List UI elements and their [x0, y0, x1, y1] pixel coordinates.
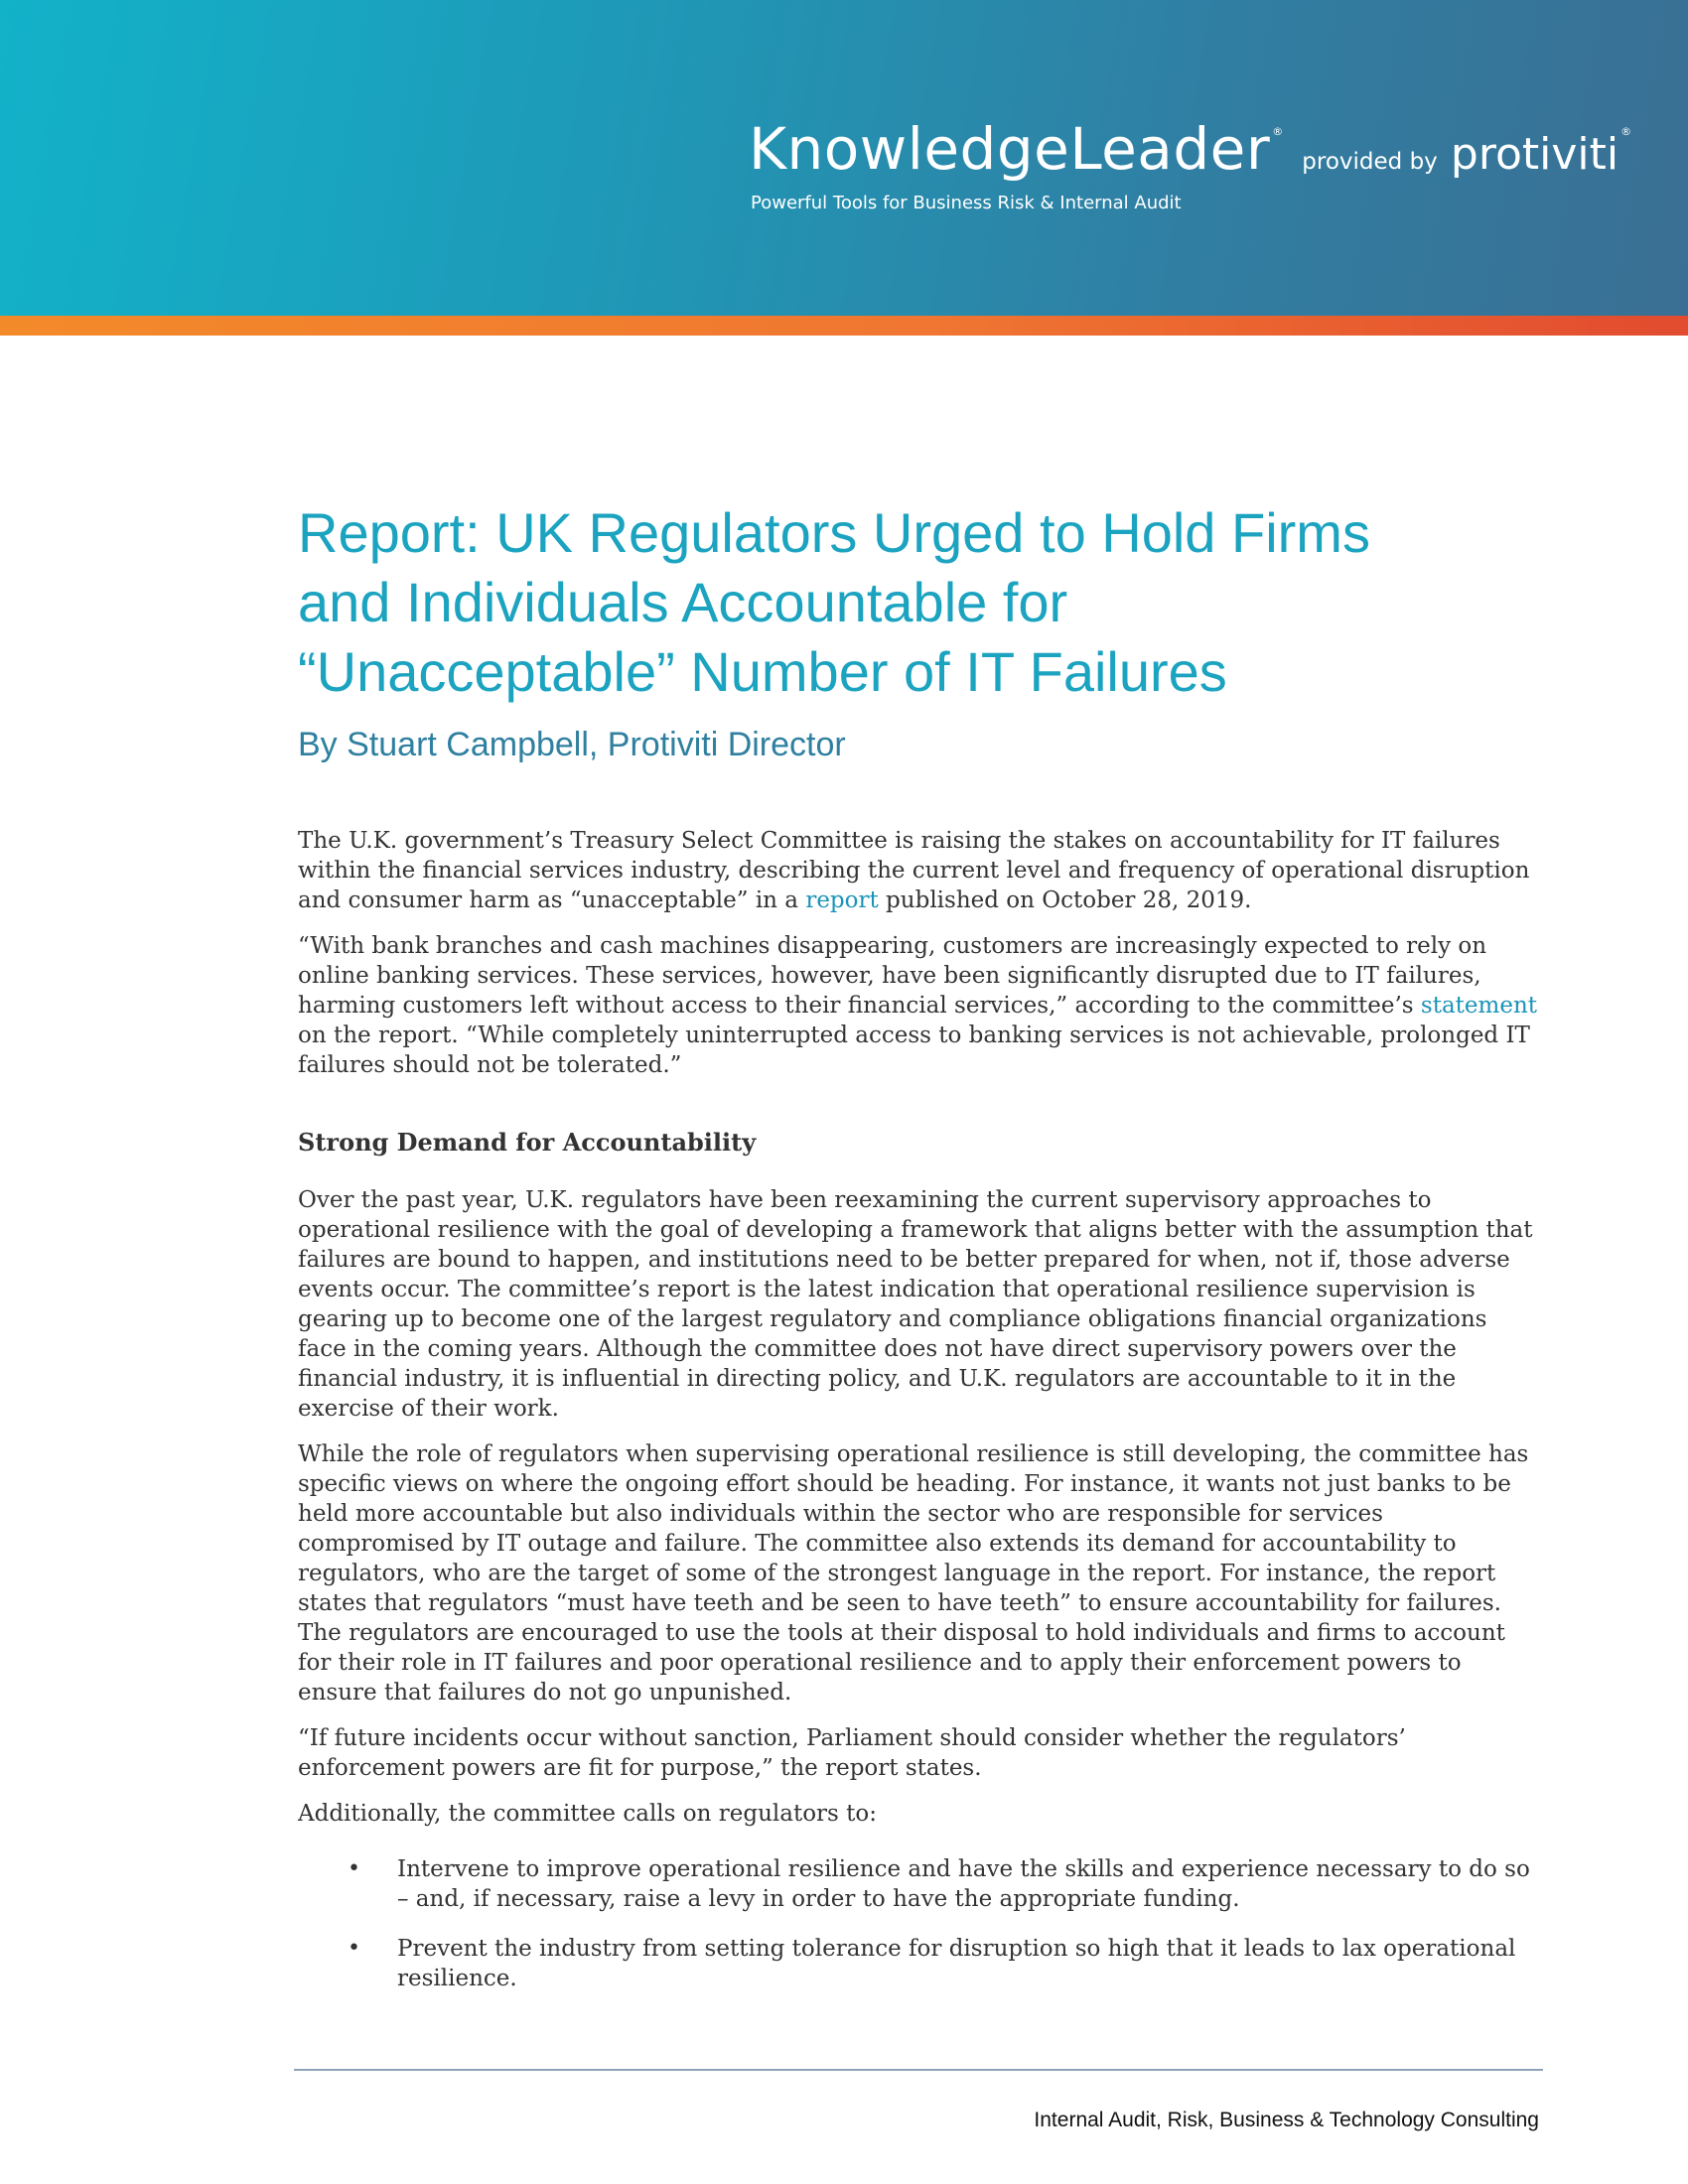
article-byline: By Stuart Campbell, Protiviti Director [298, 726, 846, 763]
article-title [298, 498, 1539, 707]
paragraph-text: published on October 28, 2019. [878, 887, 1252, 913]
company-logo-text: protiviti [1450, 129, 1619, 180]
paragraph-quote [298, 931, 1539, 1080]
regulator-calls-list [298, 1854, 1539, 1993]
brand-logo [749, 115, 1631, 183]
provided-by-label: provided by [1302, 149, 1438, 175]
list-item [298, 1854, 1539, 1914]
paragraph-parliament-quote: “If future incidents occur without sanction, Parliament should consider whether the regulators’ enforcement powers are fit for purpose,” the report states. [298, 1725, 1406, 1781]
brand-registered-mark: ® [1272, 125, 1284, 138]
section-heading: Strong Demand for Accountability [298, 1128, 757, 1157]
footer-divider [294, 2069, 1543, 2071]
paragraph-intro [298, 826, 1539, 915]
paragraph-role-of-regulators: While the role of regulators when supervising operational resilience is still developing, the committee has specific views on where the ongoing effort should be heading. For instance, it wants not just banks to be held more accountable but also individuals within the sector who are responsible for services compromised by IT outage and failure. The committee also extends its demand for accountability to regulators, who are the target of some of the strongest language in the report. For instance, the report states that regulators “must have teeth and be seen to have teeth” to ensure accountability for failures. The regulators are encouraged to use the tools at their disposal to hold individuals and firms to account for their role in IT failures and poor operational resilience and to apply their enforcement powers to ensure that failures do not go unpunished. [298, 1441, 1529, 1706]
list-item-text: Prevent the industry from setting tolerance for disruption so high that it leads to lax operational resilience. [397, 1936, 1516, 1991]
paragraph-text: on the report. “While completely uninterrupted access to banking services is not achievable, prolonged IT failures should not be tolerated.” [298, 1023, 1530, 1078]
paragraph-text: “With bank branches and cash machines disappearing, customers are increasingly expected to rely on online banking services. These services, however, have been significantly disrupted due to IT failures, harming customers left without access to their financial services,” according to the committee’s [298, 933, 1487, 1019]
bullet-icon: • [348, 1856, 360, 1881]
paragraph-past-year: Over the past year, U.K. regulators have been reexamining the current supervisory approaches to operational resilience with the goal of developing a framework that aligns better with the assumption that failures are bound to happen, and institutions need to be better prepared for when, not if, those adverse events occur. The committee’s report is the latest indication that operational resilience supervision is gearing up to become one of the largest regulatory and compliance obligations financial organizations face in the coming years. Although the committee does not have direct supervisory powers over the financial industry, it is influential in directing policy, and U.K. regulators are accountable to it in the exercise of their work. [298, 1187, 1533, 1422]
article-body [298, 826, 1539, 1993]
company-registered-mark: ® [1620, 125, 1632, 138]
header-accent-bar [0, 316, 1688, 336]
title-line-1: Report: UK Regulators Urged to Hold Firms [298, 501, 1370, 564]
brand-tagline: Powerful Tools for Business Risk & Internal Audit [751, 193, 1182, 213]
title-line-3: “Unacceptable” Number of IT Failures [298, 640, 1227, 703]
footer-tagline: Internal Audit, Risk, Business & Technology Consulting [1034, 2109, 1539, 2131]
brand-name: KnowledgeLeader [749, 115, 1271, 183]
article [298, 498, 1539, 2013]
list-item [298, 1934, 1539, 1993]
paragraph-calls-on: Additionally, the committee calls on regulators to: [298, 1801, 877, 1827]
paragraph-text: The U.K. government’s Treasury Select Committee is raising the stakes on accountability for IT failures within the financial services industry, describing the current level and frequency of operational disruption and consumer harm as “unacceptable” in a [298, 828, 1530, 913]
report-link[interactable]: report [805, 887, 879, 913]
bullet-icon: • [348, 1936, 360, 1961]
statement-link[interactable]: statement [1420, 993, 1538, 1019]
list-item-text: Intervene to improve operational resilience and have the skills and experience necessary to do so – and, if necessary, raise a levy in order to have the appropriate funding. [397, 1856, 1530, 1912]
title-line-2: and Individuals Accountable for [298, 571, 1068, 633]
